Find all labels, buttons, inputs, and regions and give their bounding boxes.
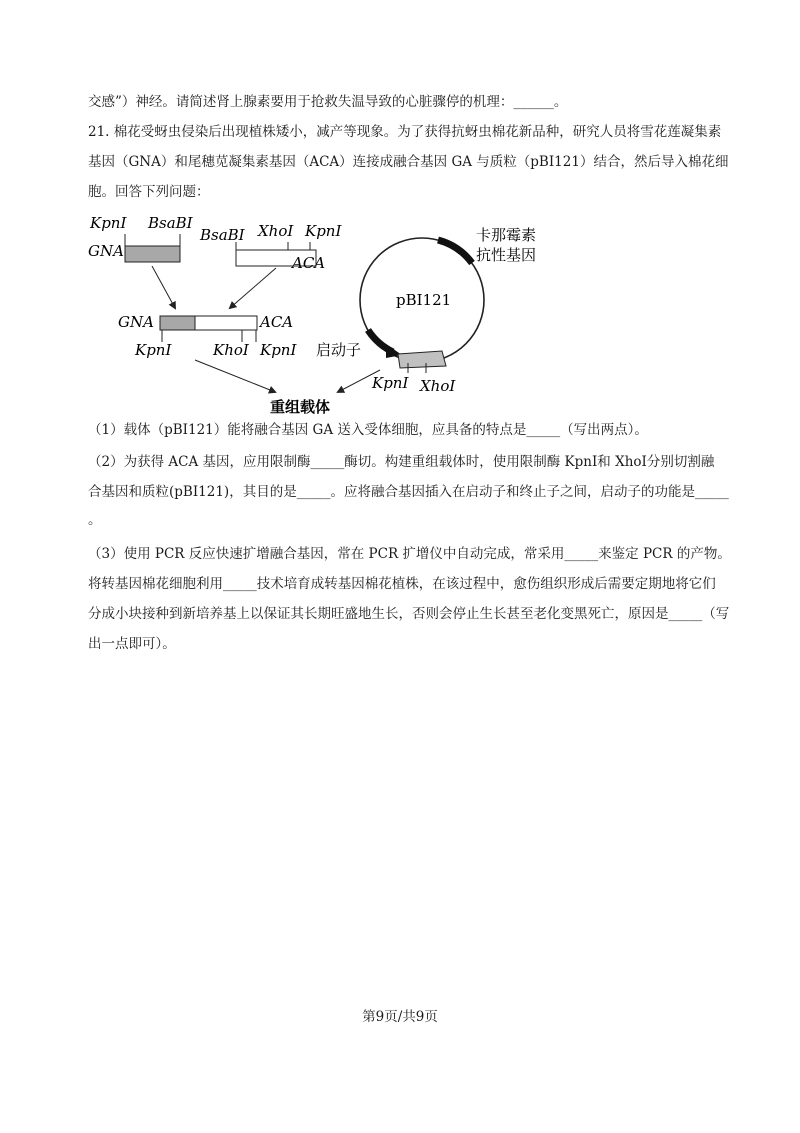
fusion-kho-site-label: KhoⅠ [213, 341, 249, 359]
arrow-aca-to-fusion [230, 268, 276, 308]
previous-question-tail: 交感”）神经。请简述肾上腺素要用于抢救失温导致的心脏骤停的机理：______。 [88, 94, 568, 110]
fusion-gna-label: GNA [118, 313, 154, 331]
insertion-site-segment [398, 351, 446, 368]
fusion-gna-part [160, 316, 195, 330]
subquestion-3-line3: 分成小块接种到新培养基上以保证其长期旺盛地生长，否则会停止生长甚至老化变黑死亡，原因是_____（写 [88, 606, 730, 622]
fusion-aca-label: ACA [260, 313, 294, 331]
arrow-gna-to-fusion [152, 266, 175, 308]
kanamycin-label-line1: 卡那霉素 [476, 226, 537, 244]
promoter-label: 启动子 [316, 341, 362, 359]
page-footer: 第9页/共9页 [362, 1009, 438, 1025]
question-21-line1: 21. 棉花受蚜虫侵染后出现植株矮小，减产等现象。为了获得抗蚜虫棉花新品种，研究人员将雪花莲凝集素 [88, 124, 722, 140]
kanamycin-resistance-gene [438, 240, 472, 263]
gna-kpn-site-label: KpnⅠ [90, 214, 127, 232]
subquestion-1: （1）载体（pBⅠ121）能将融合基因 GA 送入受体细胞，应具备的特点是_____（写出两点）。 [88, 422, 648, 438]
fusion-aca-part [195, 316, 257, 330]
aca-xho-site-label: XhoⅠ [258, 222, 294, 240]
question-21-line3: 胞。回答下列问题： [88, 184, 210, 200]
plasmid-kpn-site-label: KpnⅠ [372, 374, 409, 392]
diagram-svg [80, 210, 700, 420]
recombinant-vector-label: 重组载体 [270, 398, 331, 416]
subquestion-2-line2: 合基因和质粒(pBⅠ121)，其目的是_____。应将融合基因插入在启动子和终止子之间，启动子的功能是_____ [88, 484, 729, 500]
plasmid-xho-site-label: XhoⅠ [420, 377, 456, 395]
fusion-kpn-site-label-1: KpnⅠ [135, 341, 172, 359]
aca-kpn-site-label: KpnⅠ [305, 222, 342, 240]
kanamycin-label-line2: 抗性基因 [476, 246, 537, 264]
gene-construct-diagram [80, 210, 700, 420]
fusion-kpn-site-label-2: KpnⅠ [260, 341, 297, 359]
gna-segment [125, 246, 180, 262]
aca-bsab-site-label: BsaBⅠ [200, 226, 245, 244]
subquestion-3-line1: （3）使用 PCR 反应快速扩增融合基因，常在 PCR 扩增仪中自动完成，常采用_____来鉴定 PCR 的产物。 [88, 546, 731, 562]
arrow-fusion-to-vector [195, 360, 275, 392]
subquestion-2-line3: 。 [88, 512, 102, 528]
gna-label: GNA [88, 242, 124, 260]
aca-label: ACA [292, 254, 326, 272]
subquestion-3-line2: 将转基因棉花细胞利用_____技术培育成转基因棉花植株，在该过程中，愈伤组织形成后需要定期地将它们 [88, 576, 716, 592]
subquestion-3-line4: 出一点即可）。 [88, 636, 176, 652]
question-21-line2: 基因（GNA）和尾穗苋凝集素基因（ACA）连接成融合基因 GA 与质粒（pBⅠ121）结合，然后导入棉花细 [88, 154, 729, 170]
plasmid-name: pBI121 [396, 291, 452, 309]
subquestion-2-line1: （2）为获得 ACA 基因，应用限制酶_____酶切。构建重组载体时，使用限制酶 KpnⅠ和 XhoⅠ分别切割融 [88, 454, 715, 470]
gna-bsab-site-label: BsaBⅠ [148, 214, 193, 232]
